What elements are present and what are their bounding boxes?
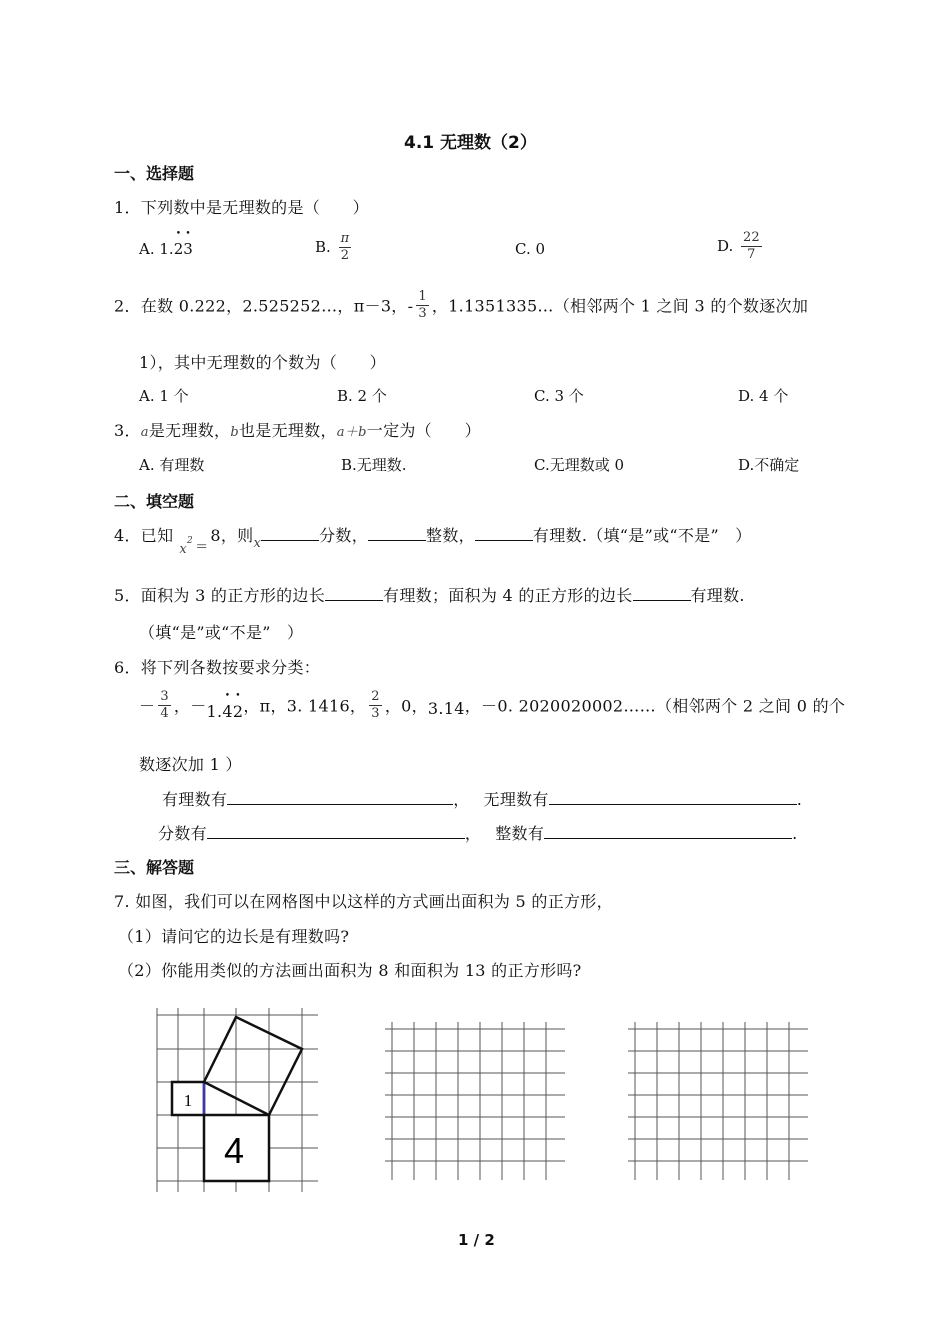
tilted-square — [204, 1017, 302, 1115]
question-7-stem: 7. 如图，我们可以在网格图中以这样的方式画出面积为 5 的正方形， — [114, 892, 613, 911]
q4-blank-2[interactable] — [368, 540, 426, 541]
empty-grid-area-13 — [628, 1022, 812, 1182]
q6-fraction-row: 分数有 ， 整数有 . — [158, 824, 798, 843]
q2-option-d: D. 4 个 — [738, 387, 789, 405]
q2-option-b: B. 2 个 — [337, 387, 387, 405]
section-heading-answer: 三、解答题 — [114, 858, 195, 877]
q3-option-b: B.无理数. — [341, 456, 407, 474]
q1-option-b: B. $\frac{\pi}{2}$ — [315, 231, 350, 263]
q6-irrational-blank[interactable] — [549, 804, 797, 805]
q2-option-c: C. 3 个 — [534, 387, 584, 405]
q6-fraction-blank[interactable] — [207, 838, 465, 839]
question-5-line2: （填“是”或“不是” ） — [139, 623, 304, 642]
q3-option-a: A. 有理数 — [139, 456, 205, 474]
section-heading-choice: 一、选择题 — [114, 164, 195, 183]
question-7-sub1: （1）请问它的边长是有理数吗? — [118, 927, 350, 946]
small-square-label: 1 — [183, 1091, 193, 1110]
q4-blank-1[interactable] — [261, 540, 319, 541]
section-heading-fill: 二、填空题 — [114, 492, 195, 511]
question-2-stem: 2．在数 0.222，2.525252…，π－3，- $\frac{1}{3}$ ，1.1351335…（相邻两个 1 之间 3 的个数逐次加 — [114, 289, 809, 321]
page-number: 1 / 2 — [458, 1231, 495, 1249]
q1-option-a: A. 1.• 2• 3 — [139, 240, 193, 258]
question-3-stem: 3．a是无理数，b也是无理数，a＋b一定为（ ） — [114, 421, 481, 440]
q3-option-d: D.不确定 — [738, 456, 800, 474]
q6-rational-blank[interactable] — [227, 804, 453, 805]
q5-blank-2[interactable] — [633, 600, 691, 601]
q1-option-c: C. 0 — [515, 240, 546, 258]
q6-rational-row: 有理数有 ， 无理数有 . — [162, 790, 803, 809]
big-square-label: 4 — [223, 1130, 245, 1171]
question-6-numbers: － $\frac{3}{4}$ ，－1.• 4• 2，π，3. 1416， $\frac{2}{3}$ ，0，3.14，－0. 2020020002……（相邻两个 2 之间 0 的个 — [139, 690, 845, 720]
q4-blank-3[interactable] — [475, 540, 533, 541]
q5-blank-1[interactable] — [325, 600, 383, 601]
question-1-stem: 1．下列数中是无理数的是（ ） — [114, 198, 369, 217]
q1-option-d: D. $\frac{22}{7}$ — [717, 230, 760, 262]
q2-option-a: A. 1 个 — [139, 387, 189, 405]
q3-option-c: C.无理数或 0 — [534, 456, 625, 474]
page-title: 4.1 无理数（2） — [404, 133, 537, 153]
question-5-stem: 5．面积为 3 的正方形的边长 有理数；面积为 4 的正方形的边长 有理数. — [114, 586, 745, 605]
empty-grid-area-8 — [385, 1022, 569, 1182]
question-2-line2: 1），其中无理数的个数为（ ） — [139, 353, 386, 372]
question-7-sub2: （2）你能用类似的方法画出面积为 8 和面积为 13 的正方形吗? — [118, 961, 582, 980]
question-6-line2: 数逐次加 1 ） — [139, 755, 242, 774]
q6-integer-blank[interactable] — [544, 838, 792, 839]
question-6-stem: 6．将下列各数按要求分类： — [114, 658, 321, 677]
question-4-stem: 4．已知$_x^2$ $_=$8，则$_x$ 分数， 整数， 有理数.（填“是”或“不是” ） — [114, 526, 752, 557]
example-square-grid — [150, 1008, 322, 1194]
